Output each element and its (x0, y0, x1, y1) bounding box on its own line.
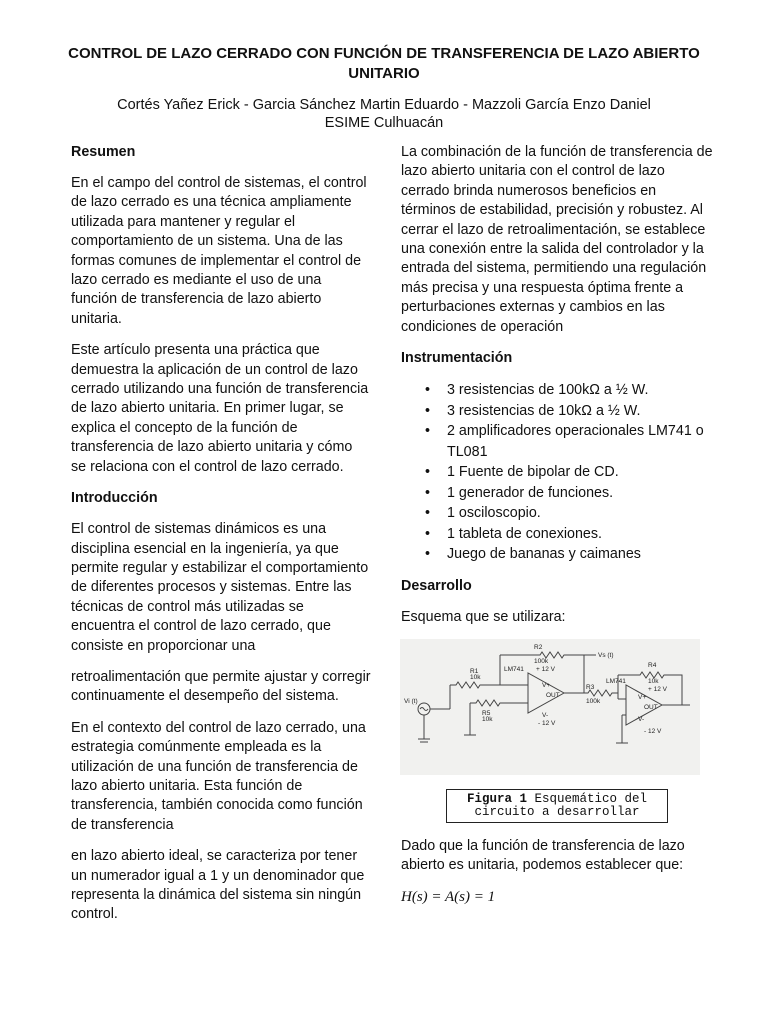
resistor-r1 (450, 682, 500, 688)
list-item: • 3 resistencias de 100kΩ a ½ W. (447, 380, 713, 401)
paragraph: En el contexto del control de lazo cerrado, una estrategia comúnmente empleada es la utilización de una función de transferencia de lazo abierto unitaria. Esta función de transferencia, también conocida como función de transferencia (71, 719, 366, 833)
section-heading-resumen: Resumen (71, 144, 136, 160)
r1-value: 10k (470, 673, 481, 681)
institution: ESIME Culhuacán (324, 115, 444, 131)
figure-label: Figura 1 (466, 791, 527, 806)
u2-label: LM741 (606, 677, 626, 685)
sine-icon (420, 707, 428, 710)
u1-label: LM741 (504, 665, 524, 673)
paragraph: retroalimentación que permite ajustar y corregir continuamente el desempeño del sistema. (71, 668, 371, 705)
paragraph: en lazo abierto ideal, se caracteriza por tener un numerador igual a 1 y un denominador que representa la dinámica del sistema sin ningún control. (71, 848, 365, 923)
figure-caption (446, 789, 668, 823)
paragraph: En el campo del control de sistemas, el control de lazo cerrado es una técnica ampliamente utilizada para mantener y regular el comportamiento de un sistema. Una de las formas comunes de implementar el control de lazo cerrado es mediante el uso de una función de transferencia de lazo abierto unitaria. (71, 175, 367, 327)
list-item: • 1 osciloscopio. (447, 503, 713, 524)
vout-label: Vs (t) (598, 651, 614, 659)
instrument-list (401, 380, 713, 565)
section-heading-desarrollo: Desarrollo (401, 577, 472, 594)
list-item: • 1 generador de funciones. (447, 483, 713, 504)
u1-vpos: + 12 V (536, 665, 555, 673)
r1-label: R1 (470, 667, 479, 675)
u1-vm: V- (542, 711, 549, 719)
equation: H(s) = A(s) = 1 (401, 888, 496, 905)
u1-vp: V+ (542, 681, 551, 689)
paragraph: Este artículo presenta una práctica que demuestra la aplicación de un control de lazo cerrado utilizando una función de transferencia de lazo abierto unitaria. En primer lugar, se explica el concepto de la función de transferencia de lazo abierto unitaria y cómo se relaciona con el control de lazo cerrado. (71, 342, 369, 475)
u2-vpos: + 12 V (648, 685, 667, 693)
list-item: • 3 resistencias de 10kΩ a ½ W. (447, 401, 713, 422)
u2-vm: V- (638, 715, 645, 723)
u1-out: OUT (546, 691, 560, 699)
author-block (40, 96, 728, 132)
u2-out: OUT (644, 703, 658, 711)
r4-value: 10k (648, 677, 659, 685)
paragraph: La combinación de la función de transferencia de lazo abierto unitaria con el control de lazo cerrado brinda numerosos beneficios en términos de estabilidad, precisión y robustez. Al cerrar el lazo de retroalimentación, se establece una conexión entre la salida del controlador y la entrada del sistema, permitiendo una regulación más precisa y una respuesta óptima frente a perturbaciones externas y cambios en las condiciones de operación (401, 144, 713, 335)
r5-label: R5 (482, 709, 491, 717)
paragraph: El control de sistemas dinámicos es una disciplina esencial en la ingeniería, ya que permite regular y estabilizar el comportamiento de diferentes procesos y sistemas. Entre las técnicas de control más utilizadas se encuentra el control de lazo cerrado, que consiste en proporcionar una (71, 521, 369, 654)
paragraph: Dado que la función de transferencia de lazo abierto es unitaria, podemos establecer que: (401, 837, 685, 874)
paragraph: Esquema que se utilizara: (401, 608, 566, 625)
section-heading-instrumentacion: Instrumentación (401, 350, 513, 367)
left-column (71, 143, 371, 937)
list-item: • 1 Fuente de bipolar de CD. (447, 462, 713, 483)
resistor-r5 (470, 700, 514, 706)
u2-vp: V+ (638, 693, 647, 701)
circuit-diagram (400, 639, 700, 775)
u1-vneg: - 12 V (538, 719, 556, 727)
right-column (401, 143, 713, 919)
paper-title: CONTROL DE LAZO CERRADO CON FUNCIÓN DE TRANSFERENCIA DE LAZO ABIERTO UNITARIO (68, 45, 700, 82)
list-item: • 2 amplificadores operacionales LM741 o TL081 (447, 421, 713, 462)
r3-label: R3 (586, 683, 595, 691)
r3-value: 100k (586, 697, 601, 705)
figure-caption-text: Esquemático del circuito a desarrollar (474, 791, 648, 819)
u2-vneg: - 12 V (644, 727, 662, 735)
r4-label: R4 (648, 661, 657, 669)
r5-value: 10k (482, 715, 493, 723)
list-item: • 1 tableta de conexiones. (447, 524, 713, 545)
r2-label: R2 (534, 643, 543, 651)
authors: Cortés Yañez Erick - Garcia Sánchez Martin Eduardo - Mazzoli García Enzo Daniel (117, 97, 651, 113)
list-item: • Juego de bananas y caimanes (447, 544, 713, 565)
vin-label: Vi (t) (404, 697, 418, 705)
section-heading-introduccion: Introducción (71, 490, 158, 507)
circuit-schematic (400, 639, 700, 775)
r2-value: 100k (534, 657, 549, 665)
